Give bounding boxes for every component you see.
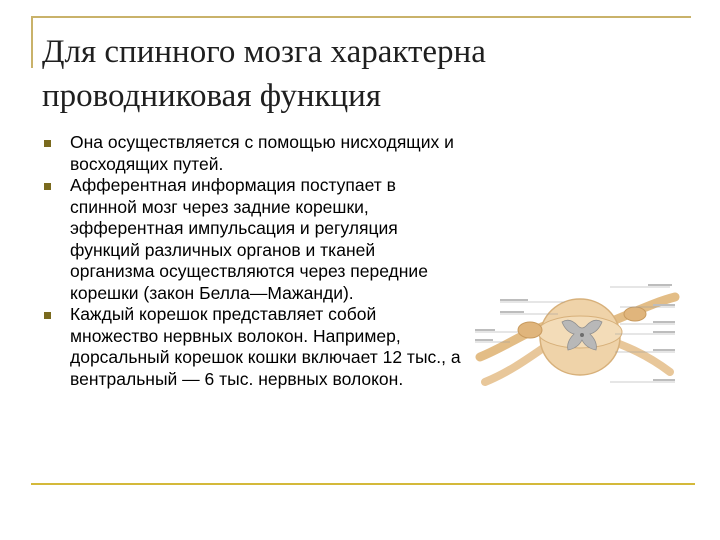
square-bullet-icon (44, 183, 51, 190)
bullet-text: Каждый корешок представляет собой множество нервных волокон. Например, дорсальный корешок кошки включает 12 тыс., а вентральный — 6 тыс. нервных волокон. (70, 304, 461, 389)
bullet-item (42, 304, 462, 390)
bullet-text: Афферентная информация поступает в спинной мозг через задние корешки, эфферентная импульсация и регуляция функций различных органов и тканей организма осуществляются через передние корешки (закон Белла—Мажанди). (70, 175, 428, 303)
bottom-rule (31, 483, 695, 485)
bullet-text: Она осуществляется с помощью нисходящих и восходящих путей. (70, 132, 454, 174)
square-bullet-icon (44, 312, 51, 319)
frame-left-line (31, 16, 33, 68)
square-bullet-icon (44, 140, 51, 147)
spinal-cord-illustration (470, 262, 695, 402)
bullet-item (42, 132, 462, 175)
bullet-item (42, 175, 462, 304)
frame-top-line (31, 16, 691, 18)
slide-title: Для спинного мозга характерна проводниковая функция (42, 34, 486, 114)
bullet-list (42, 132, 462, 390)
